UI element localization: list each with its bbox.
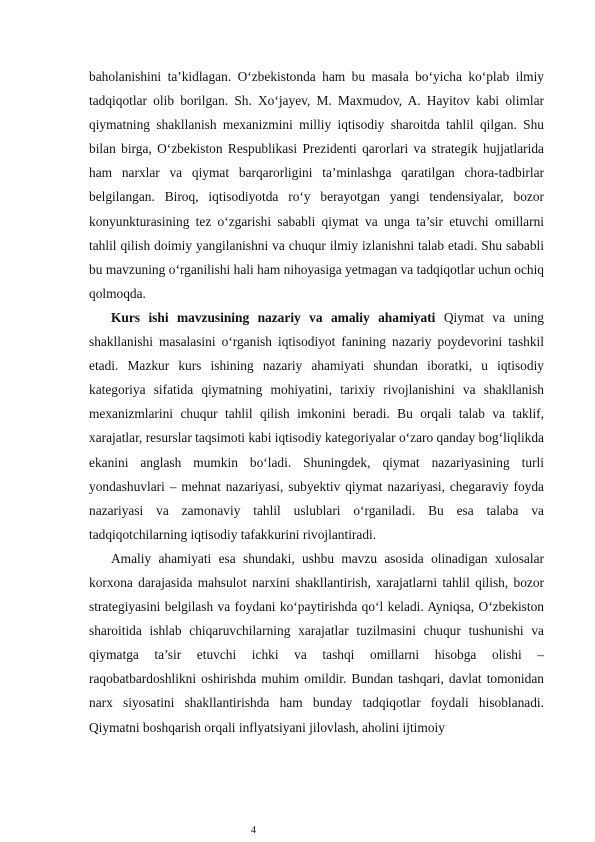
paragraph-practical: Amaliy ahamiyati esa shundaki, ushbu mavzu asosida olinadigan xulosalar korxona darajasida mahsulot narxini shakllantirish, xarajatlarni tahlil qilish, bozor strategiyasini belgilash va foydani ko‘paytirishda qo‘l keladi. Ayniqsa, O‘zbekiston sharoitida ishlab chiqaruvchilarning xarajatlar tuzilmasini chuqur tushunishi va qiymatga ta’sir etuvchi ichki va tashqi omillarni hisobga olishi – raqobatbardoshlikni oshirishda muhim omildir. Bundan tashqari, davlat tomonidan narx siyosatini shakllantirishda ham bunday tadqiqotlar foydali hisoblanadi. Qiymatni boshqarish orqali inflyatsiyani jilovlash, aholini ijtimoiy [89,550,544,735]
paragraph-significance [89,306,544,547]
paragraph-text: Qiymat va uning shakllanishi masalasini o‘rganish iqtisodiyot fanining nazariy poydevorini tashkil etadi. Mazkur kurs ishining nazariy ahamiyati shundan iboratki, u iqtisodiy kategoriya sifatida qiymatning mohiyatini, tarixiy rivojlanishini va shakllanish mexanizmlarini chuqur tahlil qilish imkonini beradi. Bu orqali talab va taklif, xarajatlar, resurslar taqsimoti kabi iqtisodiy kategoriyalar o‘zaro qanday bog‘liqlikda ekanini anglash mumkin bo‘ladi. Shuningdek, qiymat nazariyasining turli yondashuvlari – mehnat nazariyasi, subyektiv qiymat nazariyasi, chegaraviy foyda nazariyasi va zamonaviy tahlil uslublari o‘rganiladi. Bu esa talaba va tadqiqotchilarning iqtisodiy tafakkurini rivojlantiradi. [89,309,544,542]
document-body [89,65,544,740]
section-lead-heading: Kurs ishi mavzusining nazariy va amaliy ahamiyati [111,309,436,325]
paragraph-continuation: baholanishini ta’kidlagan. O‘zbekistonda ham bu masala bo‘yicha ko‘plab ilmiy tadqiqotlar olib borilgan. Sh. Xo‘jayev, M. Maxmudov, A. Hayitov kabi olimlar qiymatning shakllanish mexanizmini milliy iqtisodiy sharoitda tahlil qilgan. Shu bilan birga, O‘zbekiston Respublikasi Prezidenti qarorlari va strategik hujjatlarida ham narxlar va qiymat barqarorligini ta’minlashga qaratilgan chora-tadbirlar belgilangan. Biroq, iqtisodiyotda ro‘y berayotgan yangi tendensiyalar, bozor konyunkturasining tez o‘zgarishi sababli qiymat va unga ta’sir etuvchi omillarni tahlil qilish doimiy yangilanishni va chuqur ilmiy izlanishni talab etadi. Shu sababli bu mavzuning o‘rganilishi hali ham nihoyasiga yetmagan va tadqiqotlar uchun ochiq qolmoqda. [89,69,544,301]
page-number: 4 [251,825,256,836]
